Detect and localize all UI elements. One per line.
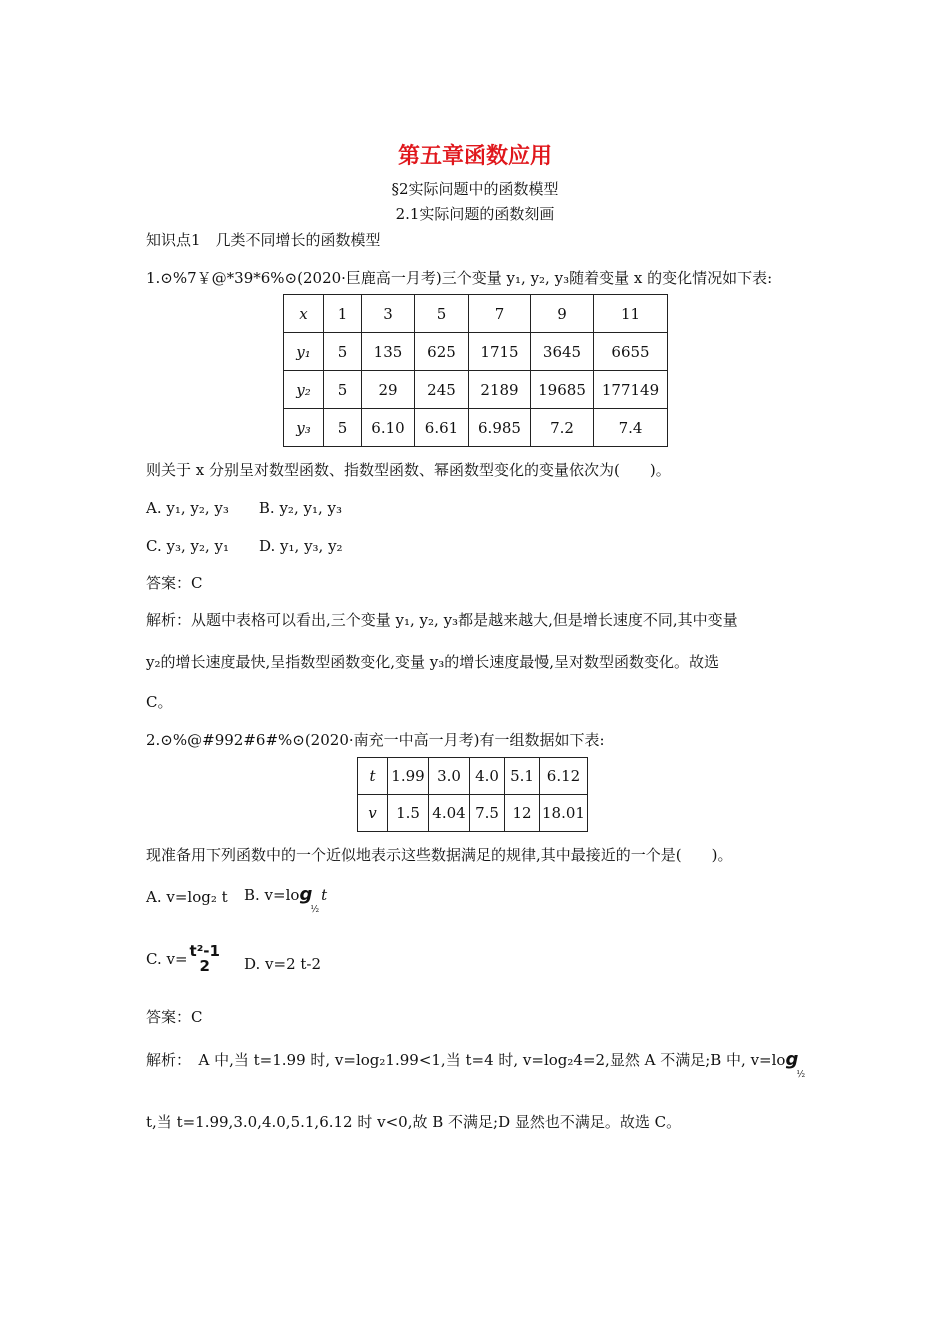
table-cell: 1715 bbox=[469, 333, 531, 371]
q2-option-b-log-g: g bbox=[299, 884, 313, 905]
table-cell: 1.5 bbox=[388, 795, 429, 832]
table-cell: 3.0 bbox=[429, 758, 470, 795]
table-cell: 5 bbox=[324, 333, 362, 371]
table-cell: 5.1 bbox=[505, 758, 540, 795]
table-cell: 6655 bbox=[594, 333, 668, 371]
table-cell: 1.99 bbox=[388, 758, 429, 795]
row-label: v bbox=[358, 795, 388, 832]
q2-option-a: A. v=log₂ t bbox=[146, 888, 228, 906]
table-row bbox=[358, 795, 588, 832]
table-row bbox=[284, 409, 668, 447]
q2-answer: 答案：C bbox=[146, 1008, 203, 1026]
q2-option-d: D. v=2 t-2 bbox=[244, 955, 322, 973]
table-row bbox=[284, 333, 668, 371]
table-cell: 3645 bbox=[531, 333, 594, 371]
table-cell: 9 bbox=[531, 295, 594, 333]
table-cell: 4.0 bbox=[470, 758, 505, 795]
table-cell: 6.12 bbox=[540, 758, 588, 795]
table-cell: 7 bbox=[469, 295, 531, 333]
table-cell: 625 bbox=[415, 333, 469, 371]
table-cell: 6.61 bbox=[415, 409, 469, 447]
row-label: y₁ bbox=[284, 333, 324, 371]
table-row bbox=[284, 371, 668, 409]
q1-analysis-1: 解析：从题中表格可以看出,三个变量 y₁, y₂, y₃都是越来越大,但是增长速度不同,其中变量 bbox=[146, 611, 738, 629]
q1-analysis-3: C。 bbox=[146, 693, 173, 711]
q1-stem: 1.⊙%7￥@*39*6%⊙(2020·巨鹿高一月考)三个变量 y₁, y₂, y₃随着变量 x 的变化情况如下表: bbox=[146, 269, 773, 287]
q1-table bbox=[283, 294, 668, 447]
q2-option-b-base: ½ bbox=[310, 905, 320, 915]
q2-option-b bbox=[244, 884, 328, 915]
chapter-title: 第五章函数应用 bbox=[397, 143, 552, 169]
table-cell: 3 bbox=[362, 295, 415, 333]
table-cell: 29 bbox=[362, 371, 415, 409]
q2-analysis-2: t,当 t=1.99,3.0,4.0,5.1,6.12 时 v<0,故 B 不满足;D 显然也不满足。故选 C。 bbox=[146, 1113, 682, 1131]
knowledge-point: 知识点1 几类不同增长的函数模型 bbox=[146, 231, 381, 249]
table-cell: 6.10 bbox=[362, 409, 415, 447]
q1-options-cd: C. y₃, y₂, y₁ D. y₁, y₃, y₂ bbox=[146, 537, 343, 555]
table-cell: 5 bbox=[324, 371, 362, 409]
q2-option-c-denominator: 2 bbox=[199, 957, 210, 975]
q2-stem: 2.⊙%@#992#6#%⊙(2020·南充一中高一月考)有一组数据如下表: bbox=[146, 731, 605, 749]
q2-option-b-var: t bbox=[321, 886, 328, 904]
table-cell: 177149 bbox=[594, 371, 668, 409]
table-cell: 4.04 bbox=[429, 795, 470, 832]
table-cell: 5 bbox=[324, 409, 362, 447]
section-heading: §2实际问题中的函数模型 bbox=[391, 180, 559, 198]
table-cell: 7.5 bbox=[470, 795, 505, 832]
q2-table bbox=[357, 757, 588, 832]
q2-analysis-1-text: 解析： A 中,当 t=1.99 时, v=log₂1.99<1,当 t=4 时, v=log₂4=2,显然 A 不满足;B 中, v=lo bbox=[146, 1051, 786, 1069]
q2-analysis-1 bbox=[146, 1049, 807, 1080]
q2-question: 现准备用下列函数中的一个近似地表示这些数据满足的规律,其中最接近的一个是( )。 bbox=[146, 846, 733, 864]
table-cell: 11 bbox=[594, 295, 668, 333]
table-cell: 19685 bbox=[531, 371, 594, 409]
q2-option-c bbox=[146, 944, 222, 974]
q2-analysis-base: ½ bbox=[796, 1070, 806, 1080]
q2-option-c-numerator: t²-1 bbox=[189, 942, 220, 960]
row-label: x bbox=[284, 295, 324, 333]
table-cell: 5 bbox=[415, 295, 469, 333]
table-cell: 7.4 bbox=[594, 409, 668, 447]
q2-option-c-prefix: C. v= bbox=[146, 950, 188, 968]
q2-analysis-log-g: g bbox=[785, 1049, 799, 1070]
table-cell: 245 bbox=[415, 371, 469, 409]
q2-option-c-fraction bbox=[188, 944, 222, 974]
q1-options-ab: A. y₁, y₂, y₃ B. y₂, y₁, y₃ bbox=[146, 499, 342, 517]
row-label: y₃ bbox=[284, 409, 324, 447]
subsection-heading: 2.1实际问题的函数刻画 bbox=[395, 205, 555, 223]
row-label: t bbox=[358, 758, 388, 795]
table-row bbox=[358, 758, 588, 795]
table-cell: 1 bbox=[324, 295, 362, 333]
table-cell: 2189 bbox=[469, 371, 531, 409]
table-cell: 7.2 bbox=[531, 409, 594, 447]
table-cell: 6.985 bbox=[469, 409, 531, 447]
table-row bbox=[284, 295, 668, 333]
table-cell: 18.01 bbox=[540, 795, 588, 832]
q1-question: 则关于 x 分别呈对数型函数、指数型函数、幂函数型变化的变量依次为( )。 bbox=[146, 461, 671, 479]
q1-analysis-2: y₂的增长速度最快,呈指数型函数变化,变量 y₃的增长速度最慢,呈对数型函数变化。故选 bbox=[146, 653, 720, 671]
table-cell: 12 bbox=[505, 795, 540, 832]
row-label: y₂ bbox=[284, 371, 324, 409]
table-cell: 135 bbox=[362, 333, 415, 371]
q1-answer: 答案：C bbox=[146, 574, 203, 592]
q2-option-b-prefix: B. v=lo bbox=[244, 886, 300, 904]
